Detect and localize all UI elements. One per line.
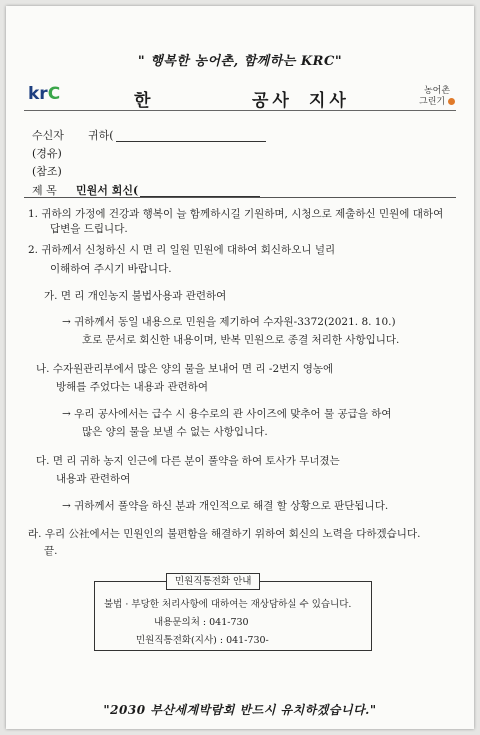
redaction-bar xyxy=(140,185,260,197)
para-1-line-1: 1. 귀하의 가정에 건강과 행복이 늘 함께하시길 기원하며, 시청으로 제출하신 민원에 대하여 xyxy=(28,208,444,220)
via-label: (경유) xyxy=(32,147,62,160)
recipient-value: 귀하( xyxy=(88,127,266,143)
org-name-part1: 한 xyxy=(134,91,155,111)
subject-divider xyxy=(24,197,456,198)
item-da-line-2: 내용과 관련하여 xyxy=(56,473,131,485)
logo-dot-icon xyxy=(448,98,455,105)
contact-inquiry: 내용문의처 : 041-730 xyxy=(154,617,249,628)
recipient-label: 수신자 xyxy=(32,129,64,142)
bottom-slogan: "2030 부산세계박람회 반드시 유치하겠습니다." xyxy=(103,703,377,717)
contact-notice: 불법 · 부당한 처리사항에 대하여는 재상담하실 수 있습니다. xyxy=(104,599,352,610)
item-na-line-1: 나. 수자원관리부에서 많은 양의 물을 보내어 면 리 -2번지 영농에 xyxy=(36,363,334,375)
rural-green-logo: 농어촌 그린기 xyxy=(410,86,464,122)
document-page xyxy=(6,6,474,729)
item-ra: 라. 우리 公社에서는 민원인의 불편함을 해결하기 위하여 회신의 노력을 다하겠습니다. xyxy=(28,528,421,540)
para-2-line-1: 2. 귀하께서 신청하신 시 면 리 일원 민원에 대하여 회신하오니 널리 xyxy=(28,244,336,256)
para-1-line-2: 답변을 드립니다. xyxy=(50,223,128,235)
reference-label: (참조) xyxy=(32,165,62,178)
item-da-line-1: 다. 면 리 귀하 농지 인근에 다른 분이 풀약을 하여 토사가 무너졌는 xyxy=(36,455,340,467)
item-na-line-2: 방해를 주었다는 내용과 관련하여 xyxy=(56,381,209,393)
subject-label: 제 목 xyxy=(32,184,57,197)
closing-mark: 끝. xyxy=(44,545,58,557)
krc-logo: krC xyxy=(28,84,61,104)
para-2-line-2: 이해하여 주시기 바랍니다. xyxy=(50,263,172,275)
item-ga-reply-1: → 귀하께서 동일 내용으로 민원을 제기하여 수자원-3372(2021. 8. 10.) xyxy=(62,316,396,328)
contact-title: 민원직통전화 안내 xyxy=(166,573,260,590)
item-ga: 가. 면 리 개인농지 불법사용과 관련하여 xyxy=(44,290,227,302)
item-ga-reply-2: 호로 문서로 회신한 내용이며, 반복 민원으로 종결 처리한 사항입니다. xyxy=(82,334,400,346)
item-da-reply: → 귀하께서 풀약을 하신 분과 개인적으로 해결 할 상황으로 판단됩니다. xyxy=(62,500,389,512)
org-name-part2: 공사 xyxy=(252,91,293,111)
item-na-reply-2: 많은 양의 물을 보낼 수 없는 사항입니다. xyxy=(82,426,268,438)
contact-direct-line: 민원직통전화(지사) : 041-730- xyxy=(136,635,269,646)
subject-value: 민원서 회신( xyxy=(76,182,260,198)
header-divider xyxy=(24,110,456,111)
top-slogan: " 행복한 농어촌, 함께하는 KRC" xyxy=(137,54,343,69)
org-name-part3: 지사 xyxy=(309,91,350,111)
redaction-bar xyxy=(116,130,266,142)
item-na-reply-1: → 우리 공사에서는 급수 시 용수로의 관 사이즈에 맞추어 물 공급을 하여 xyxy=(62,408,392,420)
